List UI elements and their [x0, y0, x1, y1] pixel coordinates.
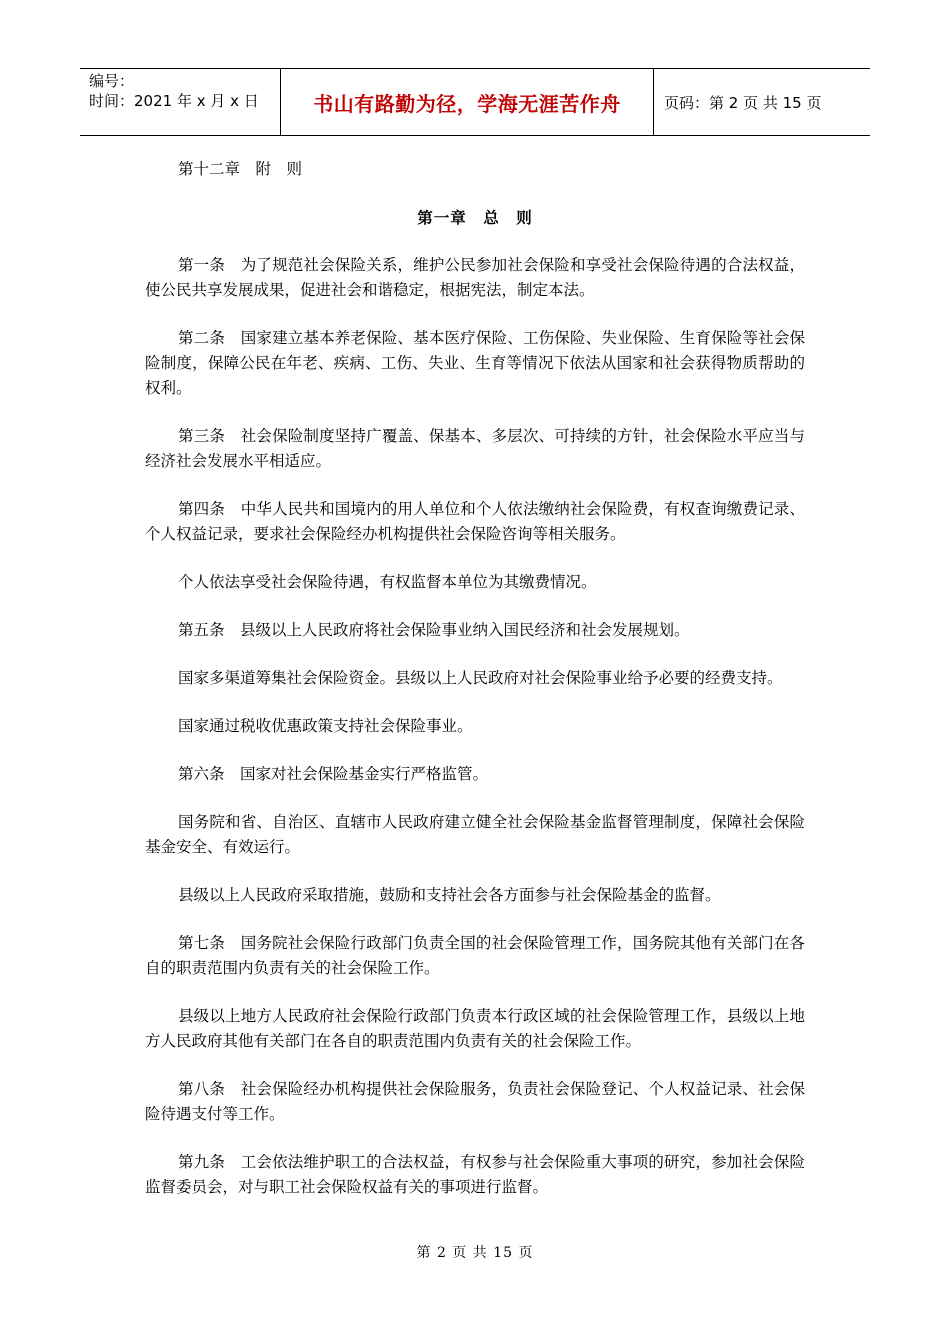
document-number-label: 编号： [89, 72, 135, 90]
paragraph: 第九条 工会依法维护职工的合法权益，有权参与社会保险重大事项的研究，参加社会保险监督委员会，对与职工社会保险权益有关的事项进行监督。 [145, 1153, 805, 1196]
paragraph: 县级以上人民政府采取措施，鼓励和支持社会各方面参与社会保险基金的监督。 [178, 886, 721, 904]
document-body [145, 157, 805, 1223]
paragraph: 国家通过税收优惠政策支持社会保险事业。 [178, 717, 473, 735]
paragraph: 国务院和省、自治区、直辖市人民政府建立健全社会保险基金监督管理制度，保障社会保险基金安全、有效运行。 [145, 813, 805, 856]
chapter-title: 第一章 总 则 [417, 208, 533, 227]
header-meta [80, 69, 281, 135]
paragraph: 第一条 为了规范社会保险关系，维护公民参加社会保险和享受社会保险待遇的合法权益，使公民共享发展成果，促进社会和谐稳定，根据宪法，制定本法。 [145, 256, 805, 299]
header-page-info: 页码：第 2 页 共 15 页 [664, 93, 822, 112]
paragraph: 国家多渠道筹集社会保险资金。县级以上人民政府对社会保险事业给予必要的经费支持。 [178, 669, 783, 687]
toc-line: 第十二章 附 则 [178, 160, 303, 178]
paragraph: 第二条 国家建立基本养老保险、基本医疗保险、工伤保险、失业保险、生育保险等社会保险制度，保障公民在年老、疾病、工伤、失业、生育等情况下依法从国家和社会获得物质帮助的权利。 [145, 329, 805, 397]
page-footer: 第 2 页 共 15 页 [416, 1245, 534, 1261]
paragraph: 个人依法享受社会保险待遇，有权监督本单位为其缴费情况。 [178, 573, 597, 591]
paragraph: 第六条 国家对社会保险基金实行严格监管。 [178, 765, 489, 783]
document-time-label: 时间：2021 年 x 月 x 日 [89, 92, 259, 110]
page-header [80, 68, 870, 136]
paragraph: 县级以上地方人民政府社会保险行政部门负责本行政区域的社会保险管理工作，县级以上地方人民政府其他有关部门在各自的职责范围内负责有关的社会保险工作。 [145, 1007, 805, 1050]
paragraph: 第八条 社会保险经办机构提供社会保险服务，负责社会保险登记、个人权益记录、社会保险待遇支付等工作。 [145, 1080, 805, 1123]
paragraph: 第四条 中华人民共和国境内的用人单位和个人依法缴纳社会保险费，有权查询缴费记录、个人权益记录，要求社会保险经办机构提供社会保险咨询等相关服务。 [145, 500, 805, 543]
paragraph: 第七条 国务院社会保险行政部门负责全国的社会保险管理工作，国务院其他有关部门在各自的职责范围内负责有关的社会保险工作。 [145, 934, 805, 977]
header-motto: 书山有路勤为径，学海无涯苦作舟 [281, 69, 654, 135]
paragraph: 第五条 县级以上人民政府将社会保险事业纳入国民经济和社会发展规划。 [178, 621, 690, 639]
paragraph: 第三条 社会保险制度坚持广覆盖、保基本、多层次、可持续的方针，社会保险水平应当与经济社会发展水平相适应。 [145, 427, 805, 470]
